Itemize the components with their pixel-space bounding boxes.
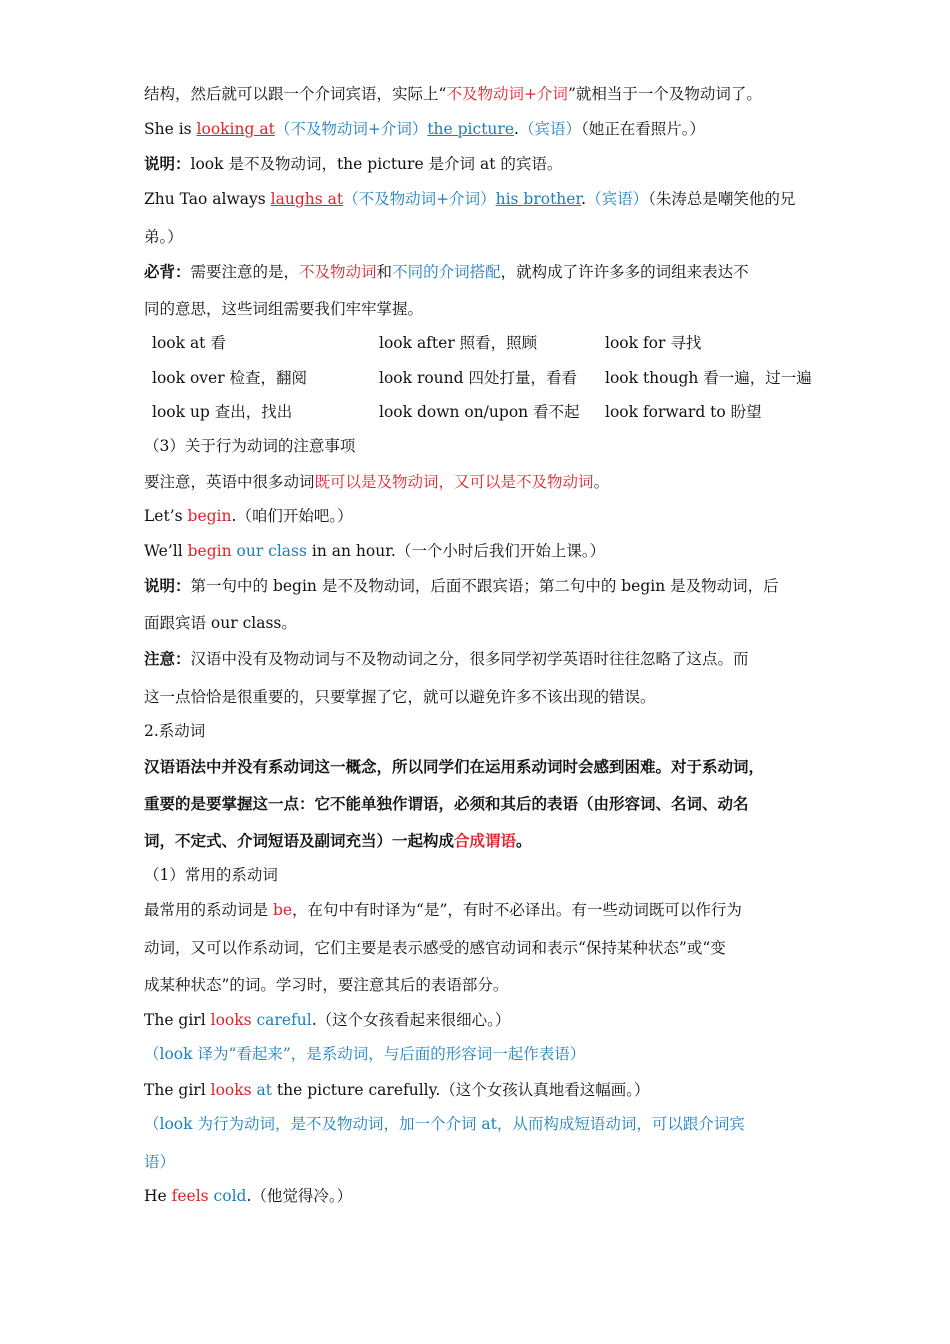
explanation-look: 说明：look 是不及物动词，the picture 是介词 at 的宾语。 xyxy=(144,154,563,173)
phrase-look-after: look after 照看，照顾 xyxy=(379,334,538,352)
explanation-begin: 说明：第一句中的 begin 是不及物动词，后面不跟宾语；第二句中的 begin 是及物动词，后 xyxy=(144,576,779,595)
must-memorize: 必背：需要注意的是，不及物动词和不同的介词搭配，就构成了许许多多的词组来表达不 xyxy=(144,262,749,281)
phrase-look-though: look though 看一遍，过一遍 xyxy=(605,369,812,387)
example-lets-begin: Let’s begin.（咱们开始吧。） xyxy=(144,507,353,525)
section-heading-2: 2.系动词 xyxy=(144,722,206,740)
note-look-action: （look 为行为动词，是不及物动词，加一个介词 at，从而构成短语动词，可以跟介词宾 xyxy=(144,1115,745,1133)
paragraph-common-linking-2: 动词，又可以作系动词，它们主要是表示感受的感官动词和表示“保持某种状态”或“变 xyxy=(144,939,726,957)
note-look-action-cont: 语） xyxy=(144,1153,176,1171)
section-heading-3: （3）关于行为动词的注意事项 xyxy=(144,437,356,455)
phrase-look-up: look up 查出，找出 xyxy=(152,403,293,421)
phrase-look-forward-to: look forward to 盼望 xyxy=(605,403,762,421)
explanation-begin-cont: 面跟宾语 our class。 xyxy=(144,614,297,632)
phrase-look-at: look at 看 xyxy=(152,334,226,352)
linking-verb-intro-3: 词，不定式、介词短语及副词充当）一起构成合成谓语。 xyxy=(144,831,532,850)
phrase-look-for: look for 寻找 xyxy=(605,334,702,352)
paragraph-both-transitive: 要注意，英语中很多动词既可以是及物动词，又可以是不及物动词。 xyxy=(144,473,610,491)
phrase-look-round: look round 四处打量，看看 xyxy=(379,369,577,387)
linking-verb-intro: 汉语语法中并没有系动词这一概念，所以同学们在运用系动词时会感到困难。对于系动词， xyxy=(144,757,765,776)
example-zhu-tao: Zhu Tao always laughs at（不及物动词+介词）his brother.（宾语）（朱涛总是嘲笑他的兄 xyxy=(144,190,796,208)
paragraph-common-linking-3: 成某种状态”的词。学习时，要注意其后的表语部分。 xyxy=(144,976,509,994)
paragraph-common-linking: 最常用的系动词是 be，在句中有时译为“是”，有时不必译出。有一些动词既可以作行为 xyxy=(144,901,742,919)
attention-note-cont: 这一点恰恰是很重要的，只要掌握了它，就可以避免许多不该出现的错误。 xyxy=(144,688,656,706)
linking-verb-intro-2: 重要的是要掌握这一点：它不能单独作谓语，必须和其后的表语（由形容词、名词、动名 xyxy=(144,794,749,813)
example-she-is-looking: She is looking at（不及物动词+介词）the picture.（宾语）（她正在看照片。） xyxy=(144,120,705,138)
section-heading-4: （1）常用的系动词 xyxy=(144,866,278,884)
must-memorize-cont: 同的意思，这些词组需要我们牢牢掌握。 xyxy=(144,300,424,318)
phrase-look-over: look over 检查，翻阅 xyxy=(152,369,308,387)
example-zhu-tao-cont: 弟。） xyxy=(144,228,183,246)
phrase-look-down-on: look down on/upon 看不起 xyxy=(379,403,580,421)
example-girl-looks-at: The girl looks at the picture carefully.（这个女孩认真地看这幅画。） xyxy=(144,1081,650,1099)
paragraph-structure: 结构，然后就可以跟一个介词宾语，实际上“不及物动词+介词”就相当于一个及物动词了。 xyxy=(144,85,762,103)
note-look-linking: （look 译为“看起来”，是系动词，与后面的形容词一起作表语） xyxy=(144,1045,586,1063)
attention-note: 注意：汉语中没有及物动词与不及物动词之分，很多同学初学英语时往往忽略了这点。而 xyxy=(144,649,749,668)
example-he-feels-cold: He feels cold.（他觉得冷。） xyxy=(144,1187,353,1205)
example-girl-looks-careful: The girl looks careful.（这个女孩看起来很细心。） xyxy=(144,1011,511,1029)
example-begin-class: We’ll begin our class in an hour.（一个小时后我们开始上课。） xyxy=(144,542,606,560)
